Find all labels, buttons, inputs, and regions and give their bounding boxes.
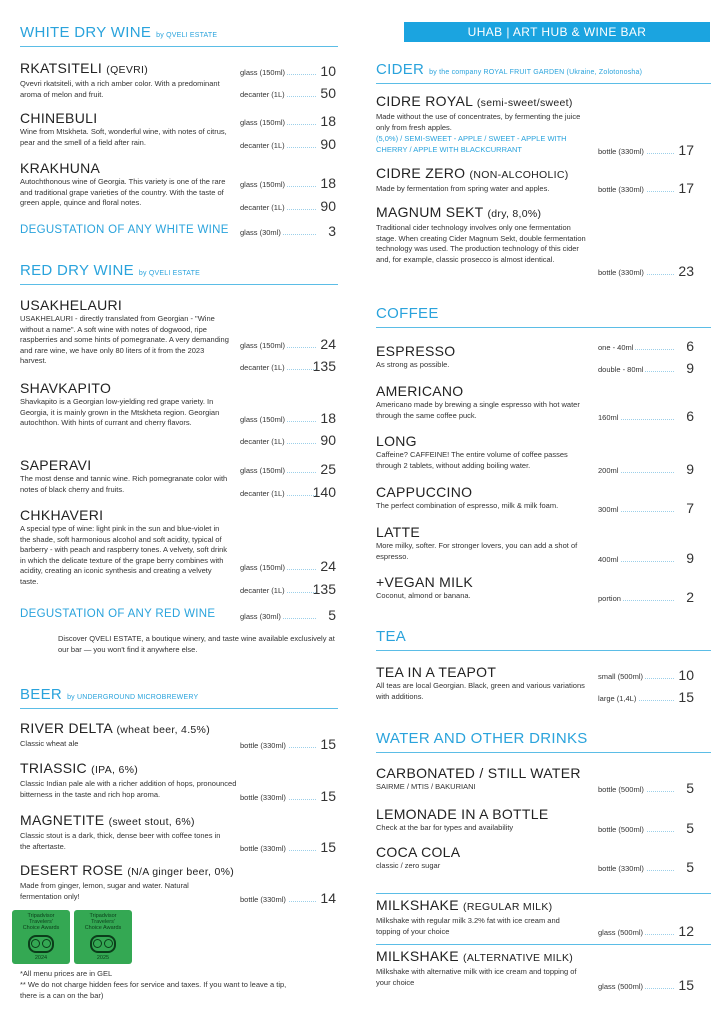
item-name: CAPPUCCINO bbox=[376, 484, 473, 500]
price-row bbox=[240, 357, 336, 373]
price-label: bottle (330ml) bbox=[598, 268, 644, 277]
item-variants: (5,0%) / SEMI-SWEET - APPLE / SWEET - APPLE WITH CHERRY / APPLE WITH BLACKCURRANT bbox=[376, 134, 567, 154]
price-value: 18 bbox=[320, 410, 336, 426]
price-label: glass (150ml) bbox=[240, 341, 286, 350]
price-row bbox=[240, 606, 336, 622]
tripadvisor-award-badge bbox=[74, 910, 132, 964]
item-note: (N/A ginger beer, 0%) bbox=[127, 866, 235, 878]
price-label: bottle (330ml) bbox=[598, 185, 644, 194]
price-row bbox=[598, 262, 694, 278]
badge-line: Travelers' bbox=[91, 919, 115, 925]
item-name: MAGNETITE bbox=[20, 812, 105, 828]
price-value: 90 bbox=[320, 432, 336, 448]
degustation-label: DEGUSTATION OF ANY WHITE WINE bbox=[20, 224, 229, 236]
section-title: RED DRY WINE bbox=[20, 262, 134, 279]
footnote-fees: ** We do not charge hidden fees for service and taxes. If you want to leave a tip, there is a can on the bar) bbox=[20, 980, 287, 1000]
price-value: 17 bbox=[678, 142, 694, 158]
item-name: MAGNUM SEKT bbox=[376, 204, 484, 220]
section-header-white-wine bbox=[20, 24, 338, 47]
item-description: SAIRME / MTIS / BAKURIANI bbox=[376, 782, 476, 791]
item-note: (NON-ALCOHOLIC) bbox=[469, 169, 569, 181]
item-note: (semi-sweet/sweet) bbox=[476, 97, 573, 109]
menu-item bbox=[20, 507, 338, 587]
price-value: 18 bbox=[320, 113, 336, 129]
item-note: (wheat beer, 4.5%) bbox=[116, 724, 210, 736]
price-label: bottle (330ml) bbox=[598, 147, 644, 156]
price-row bbox=[598, 688, 694, 704]
item-description: Wine from Mtskheta. Soft, wonderful wine, with notes of citrus, pear and the smell of a field after rain. bbox=[20, 127, 227, 147]
section-header-water bbox=[376, 730, 711, 753]
price-row bbox=[240, 409, 336, 425]
price-label: bottle (500ml) bbox=[598, 785, 644, 794]
item-name: KRAKHUNA bbox=[20, 160, 101, 176]
badge-year: 2025 bbox=[96, 955, 110, 961]
price-label: glass (30ml) bbox=[240, 228, 281, 237]
price-row bbox=[240, 787, 336, 803]
item-name: MILKSHAKE bbox=[376, 948, 459, 964]
section-title: CIDER bbox=[376, 61, 425, 78]
section-header-cider bbox=[376, 61, 711, 84]
price-row bbox=[240, 335, 336, 351]
price-row bbox=[240, 197, 336, 213]
price-label: large (1,4L) bbox=[598, 694, 637, 703]
item-name: CIDRE ROYAL bbox=[376, 93, 473, 109]
price-row bbox=[240, 838, 336, 854]
price-label: double - 80ml bbox=[598, 365, 644, 374]
menu-item bbox=[376, 204, 694, 265]
section-title: WATER AND OTHER DRINKS bbox=[376, 730, 588, 747]
section-subtitle: by the company ROYAL FRUIT GARDEN (Ukraine, Zolotonosha) bbox=[429, 69, 643, 76]
price-label: glass (150ml) bbox=[240, 180, 286, 189]
price-value: 9 bbox=[686, 550, 694, 566]
price-row bbox=[240, 431, 336, 447]
price-value: 14 bbox=[320, 890, 336, 906]
price-row bbox=[240, 135, 336, 151]
item-note: (sweet stout, 6%) bbox=[108, 816, 195, 828]
price-label: bottle (500ml) bbox=[598, 825, 644, 834]
price-value: 9 bbox=[686, 360, 694, 376]
item-description: Caffeine? CAFFEINE! The entire volume of coffee passes through 2 tablets, without adding boiling water. bbox=[376, 450, 568, 470]
price-value: 25 bbox=[320, 461, 336, 477]
section-subtitle: by QVELI ESTATE bbox=[156, 32, 218, 39]
owl-icon bbox=[28, 935, 54, 953]
section-header-tea bbox=[376, 628, 711, 651]
price-label: bottle (330ml) bbox=[240, 741, 286, 750]
price-row bbox=[240, 735, 336, 751]
item-description: USAKHELAURI - directly translated from Georgian - "Wine without a name". A soft wine with notes of dogwood, ripe raspberries and some hints of pomegranate. A very demanding and rare wine, we have only 80 liters of it from the 2023 harvest. bbox=[20, 314, 229, 365]
price-row bbox=[240, 483, 336, 499]
item-name: CHKHAVERI bbox=[20, 507, 104, 523]
item-note: (REGULAR MILK) bbox=[463, 901, 553, 913]
badge-line: Tripadvisor bbox=[27, 913, 55, 919]
item-note: (QEVRI) bbox=[106, 64, 149, 76]
price-value: 5 bbox=[686, 859, 694, 875]
item-description: Classic stout is a dark, thick, dense beer with coffee tones in the aftertaste. bbox=[20, 831, 221, 851]
badge-line: Tripadvisor bbox=[89, 913, 117, 919]
item-description: More milky, softer. For stronger lovers, you can add a shot of espresso. bbox=[376, 541, 578, 561]
item-name: RKATSITELI bbox=[20, 60, 103, 76]
item-note: (dry, 8,0%) bbox=[487, 208, 542, 220]
badge-year: 2024 bbox=[34, 955, 48, 961]
price-value: 90 bbox=[320, 136, 336, 152]
price-value: 5 bbox=[686, 820, 694, 836]
item-note: (ALTERNATIVE MILK) bbox=[463, 952, 574, 964]
price-value: 6 bbox=[686, 408, 694, 424]
price-value: 6 bbox=[686, 338, 694, 354]
price-value: 10 bbox=[678, 667, 694, 683]
item-description: Classic Indian pale ale with a richer addition of hops, pronounced bitterness in the taste and rich hop aroma. bbox=[20, 779, 237, 799]
price-label: glass (150ml) bbox=[240, 118, 286, 127]
price-row bbox=[598, 499, 694, 515]
price-row bbox=[598, 666, 694, 682]
section-title: TEA bbox=[376, 628, 407, 645]
item-description: Made by fermentation from spring water and apples. bbox=[376, 184, 550, 193]
price-label: decanter (1L) bbox=[240, 90, 285, 99]
item-description: Check at the bar for types and availability bbox=[376, 823, 514, 832]
price-value: 15 bbox=[678, 689, 694, 705]
tripadvisor-award-badge bbox=[12, 910, 70, 964]
price-row bbox=[598, 337, 694, 353]
price-value: 15 bbox=[320, 788, 336, 804]
price-label: 200ml bbox=[598, 466, 619, 475]
item-note: (IPA, 6%) bbox=[91, 764, 139, 776]
price-value: 10 bbox=[320, 63, 336, 79]
item-name: USAKHELAURI bbox=[20, 297, 123, 313]
item-name: LEMONADE IN A BOTTLE bbox=[376, 806, 549, 822]
item-description: Made without the use of concentrates, by fermenting the juice only from fresh apples. bbox=[376, 112, 581, 132]
item-name: TRIASSIC bbox=[20, 760, 87, 776]
badge-line: Travelers' bbox=[29, 919, 53, 925]
item-name: DESERT ROSE bbox=[20, 862, 124, 878]
footnote-currency: *All menu prices are in GEL bbox=[20, 969, 113, 978]
price-label: decanter (1L) bbox=[240, 489, 285, 498]
item-name: AMERICANO bbox=[376, 383, 464, 399]
price-label: decanter (1L) bbox=[240, 586, 285, 595]
item-description: Autochthonous wine of Georgia. This variety is one of the rare and traditional grape varieties of the country. With the taste of green apple, quince and floral notes. bbox=[20, 177, 226, 207]
price-row bbox=[598, 460, 694, 476]
price-row bbox=[240, 84, 336, 100]
owl-icon bbox=[90, 935, 116, 953]
item-name: SHAVKAPITO bbox=[20, 380, 112, 396]
price-value: 90 bbox=[320, 198, 336, 214]
badge-line: Choice Awards bbox=[22, 925, 60, 931]
item-name: ESPRESSO bbox=[376, 343, 456, 359]
item-name: CHINEBULI bbox=[20, 110, 98, 126]
section-header-red-wine bbox=[20, 262, 338, 285]
price-value: 17 bbox=[678, 180, 694, 196]
price-value: 23 bbox=[678, 263, 694, 279]
item-name: TEA IN A TEAPOT bbox=[376, 664, 497, 680]
item-description: Made from ginger, lemon, sugar and water. Natural fermentation only! bbox=[20, 881, 189, 901]
price-row bbox=[598, 359, 694, 375]
price-row bbox=[598, 976, 694, 992]
item-description: Americano made by brewing a single espresso with hot water through the same coffee puck. bbox=[376, 400, 580, 420]
section-subtitle: by QVELI ESTATE bbox=[138, 270, 200, 277]
price-label: decanter (1L) bbox=[240, 141, 285, 150]
price-label: 300ml bbox=[598, 505, 619, 514]
price-label: glass (500ml) bbox=[598, 982, 644, 991]
price-label: decanter (1L) bbox=[240, 203, 285, 212]
price-value: 2 bbox=[686, 589, 694, 605]
price-row bbox=[598, 588, 694, 604]
price-value: 135 bbox=[312, 358, 336, 374]
price-label: 400ml bbox=[598, 555, 619, 564]
price-value: 5 bbox=[328, 607, 336, 623]
price-value: 15 bbox=[320, 736, 336, 752]
section-header-coffee bbox=[376, 305, 711, 328]
price-label: glass (150ml) bbox=[240, 466, 286, 475]
price-label: small (500ml) bbox=[598, 672, 644, 681]
item-description: Shavkapito is a Georgian low-yielding red grape variety. In Georgia, it is mainly grown in the Mtskheta region. Georgian autochthon. With hints of currant and cherry flavors. bbox=[20, 397, 220, 427]
price-value: 18 bbox=[320, 175, 336, 191]
degustation-label: DEGUSTATION OF ANY RED WINE bbox=[20, 608, 216, 620]
item-description: Traditional cider technology involves only one fermentation stage. When creating Cider Magnum Sekt, double fermentation technology was used. The production technology of this cider and, for example, classic prosecco is almost identical. bbox=[376, 223, 586, 264]
item-description: Milkshake with regular milk 3.2% fat with ice cream and topping of your choice bbox=[376, 916, 560, 936]
price-row bbox=[598, 922, 694, 938]
price-value: 3 bbox=[328, 223, 336, 239]
item-name: COCA COLA bbox=[376, 844, 461, 860]
item-description: All teas are local Georgian. Black, green and various variations with additions. bbox=[376, 681, 585, 701]
badge-line: Choice Awards bbox=[84, 925, 122, 931]
price-label: glass (150ml) bbox=[240, 563, 286, 572]
price-label: one - 40ml bbox=[598, 343, 634, 352]
price-label: glass (150ml) bbox=[240, 68, 286, 77]
price-value: 50 bbox=[320, 85, 336, 101]
price-value: 12 bbox=[678, 923, 694, 939]
price-value: 24 bbox=[320, 336, 336, 352]
item-name: CIDRE ZERO bbox=[376, 165, 466, 181]
price-row bbox=[598, 858, 694, 874]
price-row bbox=[598, 549, 694, 565]
item-name: MILKSHAKE bbox=[376, 897, 459, 913]
price-label: decanter (1L) bbox=[240, 363, 285, 372]
price-label: bottle (330ml) bbox=[598, 864, 644, 873]
section-subtitle: by UNDERGROUND MICROBREWERY bbox=[67, 694, 199, 701]
item-description: Classic wheat ale bbox=[20, 739, 79, 748]
item-description: Qvevri rkatsiteli, with a rich amber color. With a predominant aroma of melon and fruit. bbox=[20, 79, 220, 99]
item-name: CARBONATED / STILL WATER bbox=[376, 765, 581, 781]
item-description: The most dense and tannic wine. Rich pomegranate color with notes of black cherry and fruits. bbox=[20, 474, 228, 494]
item-description: As strong as possible. bbox=[376, 360, 450, 369]
price-value: 140 bbox=[312, 484, 336, 500]
price-label: decanter (1L) bbox=[240, 437, 285, 446]
section-title: COFFEE bbox=[376, 305, 439, 322]
winery-blurb: Discover QVELI ESTATE, a boutique winery, and taste wine available exclusively at our bar — you won't find it anywhere else. bbox=[58, 634, 335, 654]
price-value: 15 bbox=[320, 839, 336, 855]
price-label: glass (30ml) bbox=[240, 612, 281, 621]
price-value: 24 bbox=[320, 558, 336, 574]
price-row bbox=[240, 889, 336, 905]
price-value: 5 bbox=[686, 780, 694, 796]
section-title: BEER bbox=[20, 686, 63, 703]
item-description: The perfect combination of espresso, milk & milk foam. bbox=[376, 501, 559, 510]
price-row bbox=[598, 141, 694, 157]
item-name: RIVER DELTA bbox=[20, 720, 113, 736]
item-description: classic / zero sugar bbox=[376, 861, 441, 870]
item-name: SAPERAVI bbox=[20, 457, 92, 473]
item-description: Milkshake with alternative milk with ice cream and topping of your choice bbox=[376, 967, 577, 987]
price-value: 15 bbox=[678, 977, 694, 993]
price-row bbox=[240, 62, 336, 78]
item-name: LATTE bbox=[376, 524, 421, 540]
price-row bbox=[240, 222, 336, 238]
item-name: LONG bbox=[376, 433, 417, 449]
price-row bbox=[240, 460, 336, 476]
item-description: Coconut, almond or banana. bbox=[376, 591, 471, 600]
venue-header: UHAB | ART HUB & WINE BAR bbox=[404, 22, 710, 42]
price-value: 9 bbox=[686, 461, 694, 477]
price-row bbox=[240, 580, 336, 596]
price-label: glass (500ml) bbox=[598, 928, 644, 937]
price-row bbox=[598, 819, 694, 835]
section-title: WHITE DRY WINE bbox=[20, 24, 152, 41]
price-row bbox=[240, 174, 336, 190]
price-row bbox=[598, 779, 694, 795]
price-label: 160ml bbox=[598, 413, 619, 422]
price-label: bottle (330ml) bbox=[240, 844, 286, 853]
price-row bbox=[240, 557, 336, 573]
price-row bbox=[240, 112, 336, 128]
price-label: portion bbox=[598, 594, 621, 603]
price-value: 7 bbox=[686, 500, 694, 516]
price-value: 135 bbox=[312, 581, 336, 597]
price-row bbox=[598, 407, 694, 423]
price-label: bottle (330ml) bbox=[240, 793, 286, 802]
item-name: +VEGAN MILK bbox=[376, 574, 474, 590]
price-label: glass (150ml) bbox=[240, 415, 286, 424]
price-label: bottle (330ml) bbox=[240, 895, 286, 904]
section-header-beer bbox=[20, 686, 338, 709]
price-row bbox=[598, 179, 694, 195]
item-description: A special type of wine: light pink in the sun and blue-violet in the shade, soft harmonious alcohol and soft acidity, typical of barberry - with peach and raspberry tones. A velvety, soft drink in which the delicate texture of the grape berry combines with acidity, creating an iconic synthesis and creating a velvety taste. bbox=[20, 524, 228, 586]
